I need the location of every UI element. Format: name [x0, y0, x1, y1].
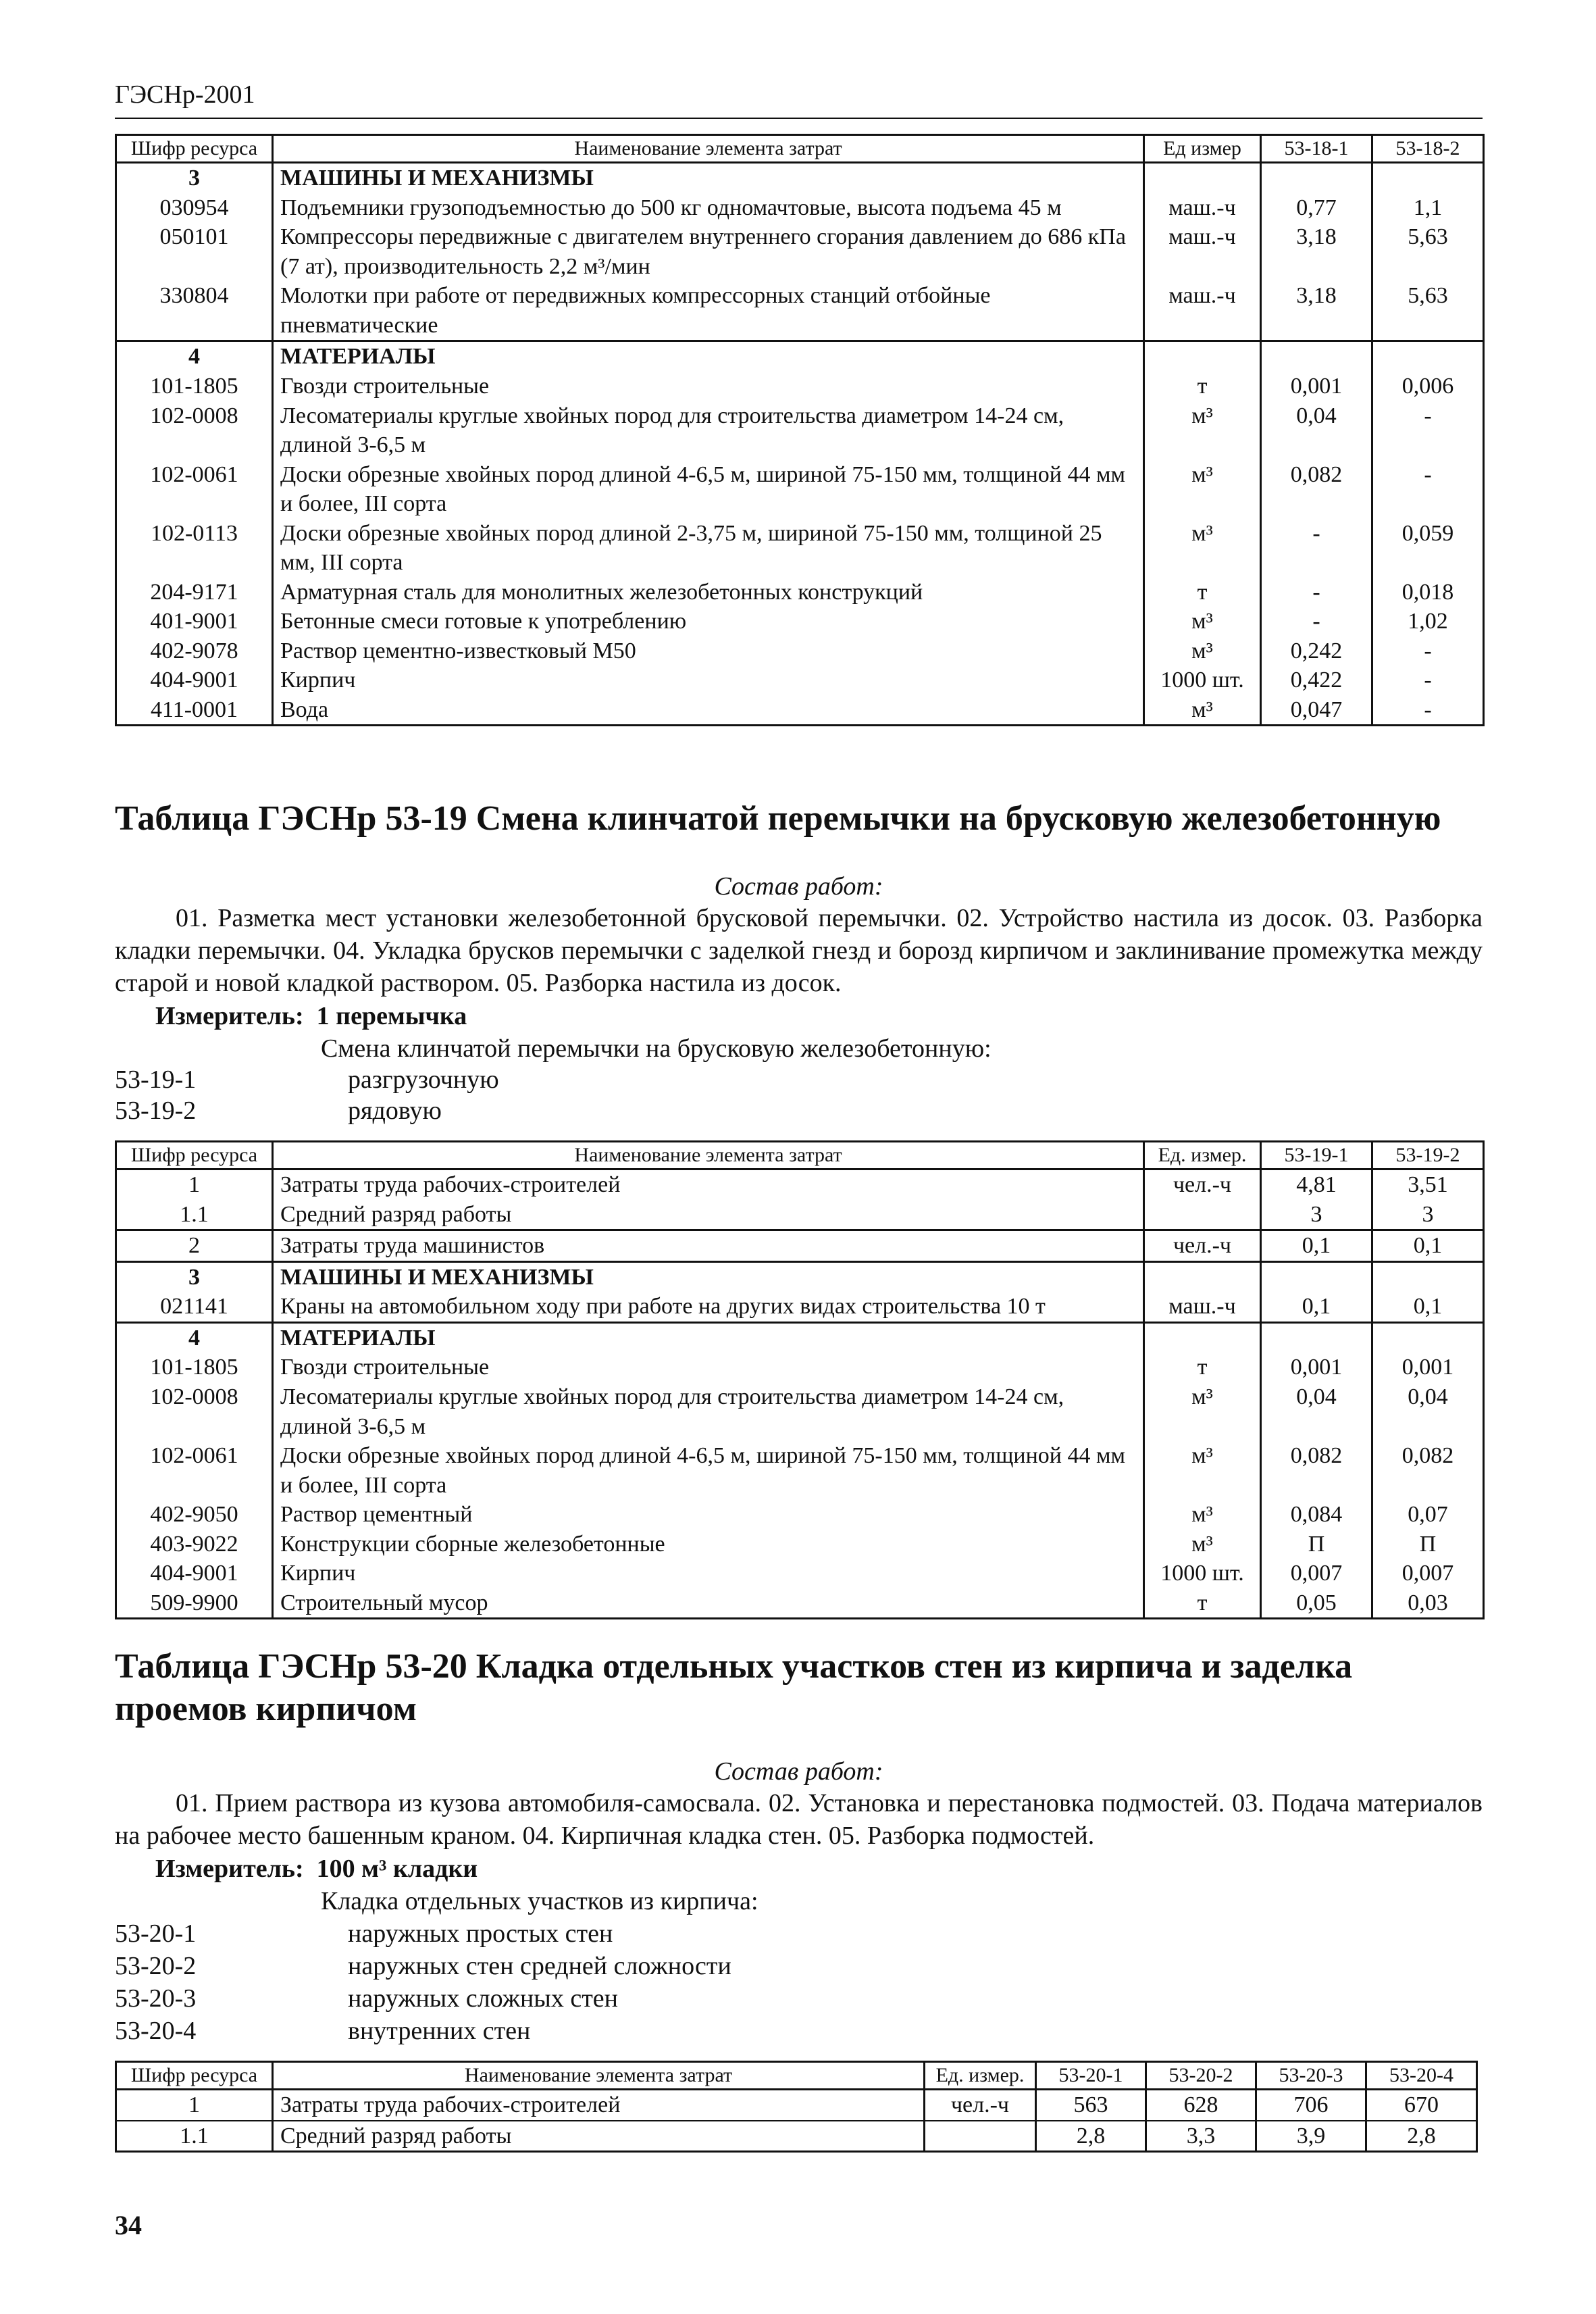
cell-name: Затраты труда машинистов — [273, 1230, 1144, 1262]
cell-name: Вода — [273, 695, 1144, 726]
cell-value-1: 0,001 — [1261, 372, 1372, 401]
cell-unit: 1000 шт. — [1144, 1559, 1261, 1588]
cell-name: Затраты труда рабочих-строителей — [273, 2090, 925, 2121]
cell-value-2: - — [1372, 695, 1484, 726]
cell-unit — [1144, 1200, 1261, 1230]
variant-name: рядовую — [348, 1097, 442, 1125]
cell-name: МАТЕРИАЛЫ — [273, 341, 1144, 372]
cell-value-1: 0,77 — [1261, 193, 1372, 223]
variant-line — [115, 1951, 731, 1981]
cell-value-2: 5,63 — [1372, 222, 1484, 281]
table-row — [116, 222, 1484, 281]
col-header-53-18-2: 53-18-2 — [1372, 135, 1484, 163]
cell-code: 3 — [116, 1261, 273, 1292]
variant-name: наружных простых стен — [348, 1919, 613, 1948]
col-header-unit: Ед. измер. — [1144, 1142, 1261, 1169]
cell-code: 1 — [116, 1169, 273, 1200]
cell-value-2: - — [1372, 665, 1484, 695]
variant-line — [115, 1096, 442, 1126]
cell-unit: м³ — [1144, 636, 1261, 666]
cell-code: 4 — [116, 341, 273, 372]
cell-unit: м³ — [1144, 460, 1261, 519]
cell-name: Затраты труда рабочих-строителей — [273, 1169, 1144, 1200]
cell-unit: чел.-ч — [1144, 1230, 1261, 1262]
cell-code: 102-0008 — [116, 401, 273, 460]
cell-unit: м³ — [1144, 1500, 1261, 1530]
section-row — [116, 1261, 1484, 1292]
cell-code: 101-1805 — [116, 1353, 273, 1382]
cell-unit: маш.-ч — [1144, 193, 1261, 223]
table-row — [116, 460, 1484, 519]
cell-code: 411-0001 — [116, 695, 273, 726]
col-header-code: Шифр ресурса — [116, 135, 273, 163]
col-header-name: Наименование элемента затрат — [273, 1142, 1144, 1169]
composition-title: Состав работ: — [714, 1757, 883, 1786]
cell-name: Кирпич — [273, 1559, 1144, 1588]
composition-text: 01. Разметка мест установки железобетонной брусковой перемычки. 02. Устройство настила из досок. 03. Разборка кладки перемычки. 04. Укладка брусков перемычки с заделкой гнезд и борозд кирпичом и заклинивание промежутка между старой и новой кладкой раствором. 05. Разборка настила из досок. — [115, 904, 1483, 997]
table-row — [116, 1382, 1484, 1441]
cell-value-2: 3 — [1372, 1200, 1484, 1230]
cell-unit — [1144, 1261, 1261, 1292]
cell-code: 3 — [116, 163, 273, 193]
section-row — [116, 163, 1484, 193]
cell-value-2: 0,007 — [1372, 1559, 1484, 1588]
cell-code: 030954 — [116, 193, 273, 223]
table-row — [116, 578, 1484, 607]
cell-value-1: 0,047 — [1261, 695, 1372, 726]
cell-code: 1 — [116, 2090, 273, 2121]
col-header-53-20-1: 53-20-1 — [1036, 2062, 1146, 2090]
section-row — [116, 1322, 1484, 1353]
col-header-name: Наименование элемента затрат — [273, 2062, 925, 2090]
variant-name: внутренних стен — [348, 2017, 531, 2045]
cell-value-2 — [1372, 341, 1484, 372]
cell-value-1: 0,05 — [1261, 1588, 1372, 1619]
table-row — [116, 665, 1484, 695]
cell-value-2: 0,1 — [1372, 1292, 1484, 1322]
table-row — [116, 193, 1484, 223]
cell-value-2 — [1372, 163, 1484, 193]
cell-unit: м³ — [1144, 401, 1261, 460]
variants-subtitle: Смена клинчатой перемычки на брусковую железобетонную: — [321, 1034, 992, 1063]
cell-name: МАТЕРИАЛЫ — [273, 1322, 1144, 1353]
cell-code: 021141 — [116, 1292, 273, 1322]
variant-name: наружных стен средней сложности — [348, 1952, 731, 1980]
cell-value-1: 0,1 — [1261, 1292, 1372, 1322]
table-row — [116, 372, 1484, 401]
table-row — [116, 1530, 1484, 1559]
table-title-text: Таблица ГЭСНр 53-20 Кладка отдельных участков стен из кирпича и заделка проемов кирпичом — [115, 1647, 1353, 1729]
cell-code: 330804 — [116, 281, 273, 341]
variant-line — [115, 1984, 618, 2013]
table-row — [116, 281, 1484, 341]
cell-value-2: 0,07 — [1372, 1500, 1484, 1530]
cell-code: 402-9050 — [116, 1500, 273, 1530]
variant-code: 53-20-3 — [115, 1984, 197, 2013]
cell-value-2: 0,006 — [1372, 372, 1484, 401]
table-row — [116, 1169, 1484, 1200]
cell-name: Краны на автомобильном ходу при работе на других видах строительства 10 т — [273, 1292, 1144, 1322]
cell-unit — [1144, 1322, 1261, 1353]
cell-name: Средний разряд работы — [273, 2121, 925, 2152]
table-row — [116, 1292, 1484, 1322]
table-row — [116, 2090, 1477, 2121]
cell-code: 1.1 — [116, 2121, 273, 2152]
table-row — [116, 607, 1484, 636]
cell-value-1: П — [1261, 1530, 1372, 1559]
cell-value-2: 1,1 — [1372, 193, 1484, 223]
cell-value-1: 3,18 — [1261, 281, 1372, 341]
meter-label: Измеритель: — [155, 1855, 304, 1883]
cell-value-2 — [1372, 1261, 1484, 1292]
cell-value-2: 0,059 — [1372, 519, 1484, 578]
cell-value-1: 0,084 — [1261, 1500, 1372, 1530]
cell-name: МАШИНЫ И МЕХАНИЗМЫ — [273, 1261, 1144, 1292]
cell-name: Доски обрезные хвойных пород длиной 2-3,75 м, шириной 75-150 мм, толщиной 25 мм, III сорта — [273, 519, 1144, 578]
col-header-code: Шифр ресурса — [116, 1142, 273, 1169]
cell-value-1: 4,81 — [1261, 1169, 1372, 1200]
cell-code: 102-0061 — [116, 460, 273, 519]
cell-unit: т — [1144, 578, 1261, 607]
cell-value-1: 0,04 — [1261, 1382, 1372, 1441]
cell-value-2: - — [1372, 460, 1484, 519]
page-number: 34 — [115, 2210, 142, 2240]
cell-value-2 — [1372, 1322, 1484, 1353]
cell-value-2: 5,63 — [1372, 281, 1484, 341]
cell-name: Кирпич — [273, 665, 1144, 695]
cell-name: Лесоматериалы круглые хвойных пород для строительства диаметром 14-24 см, длиной 3-6,5 м — [273, 401, 1144, 460]
variant-code: 53-20-1 — [115, 1919, 197, 1948]
cell-value-3: 706 — [1256, 2090, 1366, 2121]
table-header-row — [116, 135, 1484, 163]
cell-name: Подъемники грузоподъемностью до 500 кг одномачтовые, высота подъема 45 м — [273, 193, 1144, 223]
cell-unit: т — [1144, 1588, 1261, 1619]
cell-value-2: 1,02 — [1372, 607, 1484, 636]
meter-label: Измеритель: — [155, 1002, 304, 1030]
cell-unit: т — [1144, 372, 1261, 401]
meter-line — [155, 1854, 478, 1884]
cell-value-2: - — [1372, 401, 1484, 460]
cell-name: Раствор цементный — [273, 1500, 1144, 1530]
cell-name: Гвозди строительные — [273, 372, 1144, 401]
variant-code: 53-20-2 — [115, 1952, 197, 1980]
header-rule — [115, 118, 1483, 119]
resource-table-53-20 — [115, 2061, 1478, 2153]
cell-value-4: 2,8 — [1366, 2121, 1477, 2152]
meter-line — [155, 1001, 467, 1031]
cell-name: Лесоматериалы круглые хвойных пород для строительства диаметром 14-24 см, длиной 3-6,5 м — [273, 1382, 1144, 1441]
table-row — [116, 2121, 1477, 2152]
cell-code: 1.1 — [116, 1200, 273, 1230]
cell-value-1 — [1261, 1322, 1372, 1353]
cell-unit: м³ — [1144, 695, 1261, 726]
cell-unit: маш.-ч — [1144, 222, 1261, 281]
cell-code: 102-0008 — [116, 1382, 273, 1441]
cell-code: 402-9078 — [116, 636, 273, 666]
cell-unit: чел.-ч — [1144, 1169, 1261, 1200]
cell-unit: чел.-ч — [925, 2090, 1036, 2121]
col-header-53-18-1: 53-18-1 — [1261, 135, 1372, 163]
variant-line — [115, 1919, 613, 1948]
cell-unit: м³ — [1144, 519, 1261, 578]
cell-name: Конструкции сборные железобетонные — [273, 1530, 1144, 1559]
cell-value-2: П — [1372, 1530, 1484, 1559]
cell-unit: маш.-ч — [1144, 281, 1261, 341]
cell-code: 101-1805 — [116, 372, 273, 401]
composition-title: Состав работ: — [714, 872, 883, 901]
cell-code: 204-9171 — [116, 578, 273, 607]
cell-value-1: 3 — [1261, 1200, 1372, 1230]
cell-unit — [925, 2121, 1036, 2152]
table-row — [116, 1200, 1484, 1230]
cell-value-1: 0,001 — [1261, 1353, 1372, 1382]
cell-value-1: - — [1261, 607, 1372, 636]
variant-line — [115, 1065, 499, 1095]
cell-value-1: - — [1261, 578, 1372, 607]
table-row — [116, 1230, 1484, 1262]
resource-table-53-19 — [115, 1140, 1485, 1619]
cell-value-3: 3,9 — [1256, 2121, 1366, 2152]
cell-name: Молотки при работе от передвижных компрессорных станций отбойные пневматические — [273, 281, 1144, 341]
cell-code: 401-9001 — [116, 607, 273, 636]
cell-code: 404-9001 — [116, 1559, 273, 1588]
table-row — [116, 636, 1484, 666]
cell-value-2: 3,3 — [1146, 2121, 1256, 2152]
variant-name: разгрузочную — [348, 1065, 499, 1094]
cell-unit: т — [1144, 1353, 1261, 1382]
col-header-53-19-2: 53-19-2 — [1372, 1142, 1484, 1169]
cell-name: МАШИНЫ И МЕХАНИЗМЫ — [273, 163, 1144, 193]
table-row — [116, 1559, 1484, 1588]
cell-unit: м³ — [1144, 1382, 1261, 1441]
running-header: ГЭСНр-2001 — [115, 80, 255, 109]
col-header-unit: Ед. измер. — [925, 2062, 1036, 2090]
cell-name: Гвозди строительные — [273, 1353, 1144, 1382]
table-row — [116, 1353, 1484, 1382]
cell-code: 403-9022 — [116, 1530, 273, 1559]
meter-value: 1 перемычка — [316, 1002, 467, 1030]
col-header-unit: Ед измер — [1144, 135, 1261, 163]
cell-name: Средний разряд работы — [273, 1200, 1144, 1230]
cell-code: 102-0113 — [116, 519, 273, 578]
table-row — [116, 1588, 1484, 1619]
cell-value-1 — [1261, 163, 1372, 193]
variant-code: 53-20-4 — [115, 2017, 197, 2045]
cell-value-2: 0,04 — [1372, 1382, 1484, 1441]
cell-value-1: 0,082 — [1261, 460, 1372, 519]
cell-value-2: 0,001 — [1372, 1353, 1484, 1382]
col-header-53-20-2: 53-20-2 — [1146, 2062, 1256, 2090]
cell-value-2: 628 — [1146, 2090, 1256, 2121]
cell-value-2: 0,03 — [1372, 1588, 1484, 1619]
cell-unit: 1000 шт. — [1144, 665, 1261, 695]
cell-unit: м³ — [1144, 607, 1261, 636]
col-header-53-20-3: 53-20-3 — [1256, 2062, 1366, 2090]
cell-value-1: 2,8 — [1036, 2121, 1146, 2152]
variants-subtitle: Кладка отдельных участков из кирпича: — [321, 1887, 758, 1915]
cell-unit — [1144, 341, 1261, 372]
cell-unit: маш.-ч — [1144, 1292, 1261, 1322]
variant-name: наружных сложных стен — [348, 1984, 619, 2013]
cell-value-1: - — [1261, 519, 1372, 578]
variant-line — [115, 2016, 530, 2046]
cell-value-1 — [1261, 341, 1372, 372]
cell-value-1: 0,007 — [1261, 1559, 1372, 1588]
col-header-name: Наименование элемента затрат — [273, 135, 1144, 163]
cell-code: 404-9001 — [116, 665, 273, 695]
cell-name: Доски обрезные хвойных пород длиной 4-6,5 м, шириной 75-150 мм, толщиной 44 мм и более, III сорта — [273, 1441, 1144, 1500]
cell-value-1 — [1261, 1261, 1372, 1292]
cell-name: Бетонные смеси готовые к употреблению — [273, 607, 1144, 636]
cell-value-2: - — [1372, 636, 1484, 666]
cell-value-2: 0,1 — [1372, 1230, 1484, 1262]
cell-value-2: 0,018 — [1372, 578, 1484, 607]
cell-code: 050101 — [116, 222, 273, 281]
cell-value-1: 563 — [1036, 2090, 1146, 2121]
cell-value-4: 670 — [1366, 2090, 1477, 2121]
variant-code: 53-19-2 — [115, 1097, 197, 1125]
cell-value-2: 3,51 — [1372, 1169, 1484, 1200]
cell-value-2: 0,082 — [1372, 1441, 1484, 1500]
table-row — [116, 401, 1484, 460]
cell-unit: м³ — [1144, 1441, 1261, 1500]
variant-code: 53-19-1 — [115, 1065, 197, 1094]
col-header-code: Шифр ресурса — [116, 2062, 273, 2090]
table-body — [116, 163, 1484, 726]
cell-name: Доски обрезные хвойных пород длиной 4-6,5 м, шириной 75-150 мм, толщиной 44 мм и более, III сорта — [273, 460, 1144, 519]
cell-code: 509-9900 — [116, 1588, 273, 1619]
cell-value-1: 0,422 — [1261, 665, 1372, 695]
cell-name: Компрессоры передвижные с двигателем внутреннего сгорания давлением до 686 кПа (7 ат), производительность 2,2 м³/мин — [273, 222, 1144, 281]
cell-value-1: 3,18 — [1261, 222, 1372, 281]
cell-value-1: 0,04 — [1261, 401, 1372, 460]
table-title-53-19: Таблица ГЭСНр 53-19 Смена клинчатой перемычки на брусковую железобетонную — [115, 799, 1441, 838]
table-header-row — [116, 2062, 1477, 2090]
table-row — [116, 519, 1484, 578]
table-row — [116, 1441, 1484, 1500]
section-row — [116, 341, 1484, 372]
composition-text: 01. Прием раствора из кузова автомобиля-самосвала. 02. Установка и перестановка подмостей. 03. Подача материалов на рабочее место башенным краном. 04. Кирпичная кладка стен. 05. Разборка подмостей. — [115, 1789, 1483, 1850]
table-body — [116, 1169, 1484, 1619]
table-header-row — [116, 1142, 1484, 1169]
col-header-53-20-4: 53-20-4 — [1366, 2062, 1477, 2090]
table-row — [116, 1500, 1484, 1530]
cell-name: Арматурная сталь для монолитных железобетонных конструкций — [273, 578, 1144, 607]
cell-unit — [1144, 163, 1261, 193]
col-header-53-19-1: 53-19-1 — [1261, 1142, 1372, 1169]
cell-code: 102-0061 — [116, 1441, 273, 1500]
resource-table-53-18 — [115, 134, 1485, 726]
table-row — [116, 695, 1484, 726]
cell-code: 2 — [116, 1230, 273, 1262]
cell-code: 4 — [116, 1322, 273, 1353]
cell-value-1: 0,082 — [1261, 1441, 1372, 1500]
cell-value-1: 0,242 — [1261, 636, 1372, 666]
table-body — [116, 2090, 1477, 2152]
cell-name: Раствор цементно-известковый М50 — [273, 636, 1144, 666]
cell-unit: м³ — [1144, 1530, 1261, 1559]
cell-value-1: 0,1 — [1261, 1230, 1372, 1262]
table-title-53-20 — [115, 1645, 1483, 1731]
meter-value: 100 м³ кладки — [316, 1855, 478, 1883]
cell-name: Строительный мусор — [273, 1588, 1144, 1619]
